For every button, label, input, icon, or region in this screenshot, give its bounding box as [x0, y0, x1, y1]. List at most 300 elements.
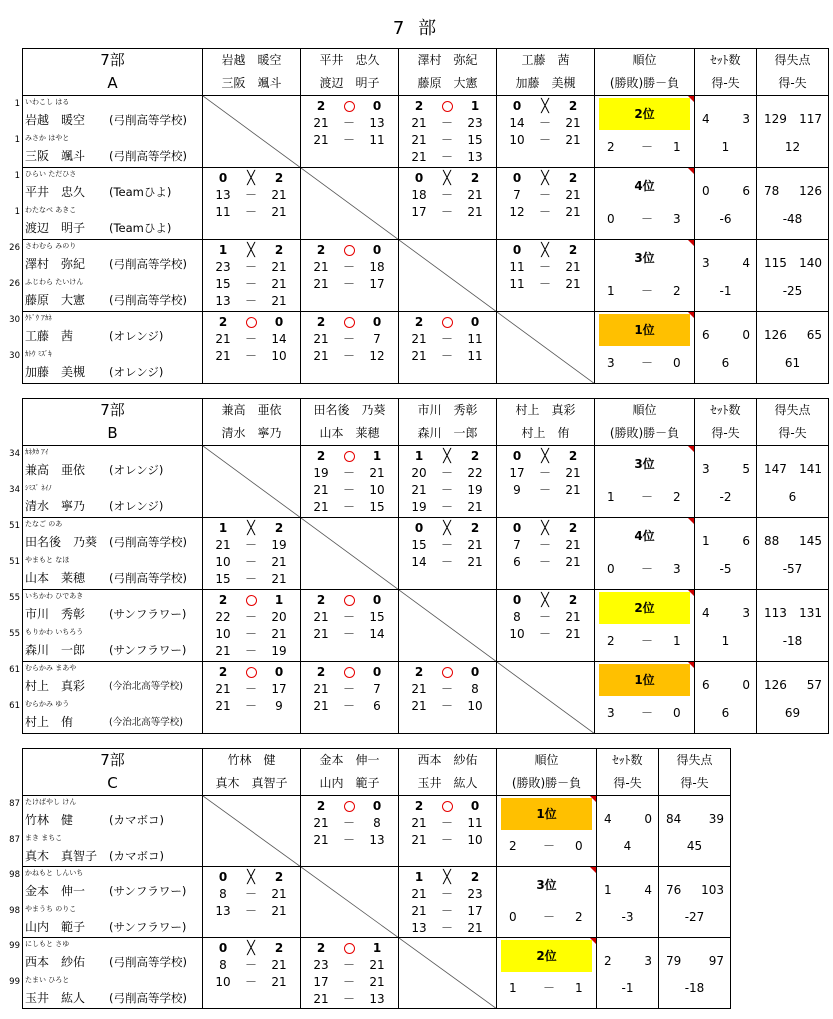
- dash: －: [538, 133, 551, 147]
- opponent-player2: 藤原 大憲: [417, 76, 478, 90]
- points-header-line2: 得-失: [778, 426, 807, 440]
- circle-icon: [344, 451, 355, 462]
- game-points-for: 21: [313, 483, 329, 497]
- game-points-for: 21: [313, 833, 329, 847]
- game-points-for: 14: [509, 116, 525, 130]
- team-number: 1: [14, 171, 20, 181]
- diagonal-line: [497, 312, 595, 384]
- game-points-for: 21: [215, 349, 231, 363]
- sets-against: 4: [644, 883, 652, 897]
- sets-lost: 2: [568, 243, 578, 257]
- game-points-for: 9: [513, 483, 521, 497]
- player2-club: (弓削高等学校): [109, 293, 187, 307]
- sets-lost: 2: [568, 521, 578, 535]
- team-names-cell: [9, 446, 203, 518]
- game-points-for: 21: [313, 349, 329, 363]
- player2-ruby: ｼﾐｽﾞ ﾈｲﾉ: [25, 484, 52, 492]
- game-score-line: [399, 698, 496, 715]
- sets-header-line2: 得-失: [613, 776, 642, 790]
- rank-badge: 1位: [599, 664, 690, 696]
- sets-header: [695, 49, 757, 96]
- game-score-line: [497, 259, 594, 276]
- game-points-for: 19: [411, 500, 427, 514]
- win-circle-icon: [341, 242, 357, 259]
- match-result-cell: [203, 168, 301, 240]
- game-score-line: [399, 886, 496, 903]
- dash: －: [440, 555, 453, 569]
- player1-ruby: かねもと しんいち: [25, 869, 84, 877]
- points-diff: 45: [686, 839, 703, 853]
- points-for: 78: [764, 184, 780, 198]
- player2-name: 山本 莱穂: [25, 571, 86, 585]
- sets-lost: 2: [568, 593, 578, 607]
- dash: －: [342, 500, 355, 514]
- player1-name: 兼高 亜依: [25, 463, 86, 477]
- dash: －: [440, 699, 453, 713]
- game-points-for: 21: [313, 992, 329, 1006]
- circle-icon: [442, 667, 453, 678]
- game-points-against: 21: [565, 116, 581, 130]
- player1-ruby: いわこし はる: [25, 98, 70, 106]
- rank-cell: [497, 938, 597, 1009]
- points-header: [659, 749, 731, 796]
- comment-flag-icon: [688, 446, 694, 452]
- game-points-for: 21: [313, 699, 329, 713]
- player2-club: (弓削高等学校): [109, 571, 187, 585]
- game-score-line: [399, 537, 496, 554]
- group-table-2: [9, 748, 731, 1009]
- circle-icon: [344, 245, 355, 256]
- points-cell: [757, 590, 829, 662]
- dash: －: [542, 910, 555, 924]
- game-points-against: 21: [565, 260, 581, 274]
- sets-won: 2: [218, 315, 228, 329]
- team-number: 1: [14, 99, 20, 109]
- points-header-line1: 得失点: [774, 53, 811, 67]
- game-points-against: 21: [467, 555, 483, 569]
- set-score-line: [399, 520, 496, 537]
- dash: －: [244, 975, 257, 989]
- sets-won: 2: [414, 315, 424, 329]
- game-points-for: 21: [313, 332, 329, 346]
- loss-cross-icon: [243, 242, 259, 259]
- set-score-line: [301, 592, 398, 609]
- cross-icon: ╳: [541, 99, 549, 114]
- opponent-header: [399, 399, 497, 446]
- game-points-against: 21: [565, 627, 581, 641]
- game-points-for: 13: [215, 188, 231, 202]
- game-points-against: 21: [271, 277, 287, 291]
- comment-flag-icon: [688, 96, 694, 102]
- diagonal-stroke: [399, 938, 497, 1009]
- sets-won: 0: [512, 521, 522, 535]
- sets-cell: [597, 796, 659, 867]
- opponent-header: [399, 49, 497, 96]
- sets-won: 2: [316, 593, 326, 607]
- cross-icon: ╳: [443, 870, 451, 885]
- game-score-line: [301, 132, 398, 149]
- game-score-line: [497, 626, 594, 643]
- comment-flag-icon: [590, 796, 596, 802]
- game-points-against: 21: [271, 904, 287, 918]
- game-points-for: 21: [411, 887, 427, 901]
- cross-icon: ╳: [247, 171, 255, 186]
- match-result-cell: [301, 938, 399, 1009]
- sets-for-against: [695, 532, 756, 550]
- points-for-against: [659, 952, 730, 970]
- sets-for: 4: [604, 812, 612, 826]
- set-score-line: [203, 170, 300, 187]
- diagonal-stroke: [203, 796, 301, 867]
- opponent-player2: 玉井 紘人: [417, 776, 478, 790]
- team-row: [23, 938, 731, 1009]
- sets-for-against: [695, 604, 756, 622]
- win-circle-icon: [439, 798, 455, 815]
- points-against: 126: [799, 184, 822, 198]
- points-diff: 6: [788, 490, 797, 504]
- game-points-against: 11: [467, 816, 483, 830]
- opponent-player1: 市川 秀彰: [417, 403, 478, 417]
- dash: －: [538, 205, 551, 219]
- game-points-for: 12: [509, 205, 525, 219]
- player1-name: 工藤 茜: [25, 329, 74, 343]
- opponent-player1: 工藤 茜: [521, 53, 570, 67]
- set-score-line: [301, 98, 398, 115]
- set-score-line: [203, 592, 300, 609]
- match-result-cell: [301, 96, 399, 168]
- dash: －: [640, 140, 653, 154]
- dash: －: [440, 150, 453, 164]
- game-points-against: 11: [467, 332, 483, 346]
- match-result-cell: [399, 662, 497, 734]
- sets-diff: -1: [719, 284, 732, 298]
- self-match-cell: [301, 518, 399, 590]
- diagonal-stroke: [399, 240, 497, 312]
- points-diff: -48: [782, 212, 803, 226]
- group-label-cell: [23, 749, 203, 796]
- game-points-against: 7: [373, 332, 381, 346]
- game-score-line: [203, 554, 300, 571]
- dash: －: [244, 887, 257, 901]
- team-number: 51: [9, 557, 20, 567]
- sets-cell: [695, 662, 757, 734]
- opponent-player1: 金本 伸一: [319, 753, 380, 767]
- diagonal-stroke: [203, 446, 301, 518]
- dash: －: [244, 538, 257, 552]
- dash: －: [244, 205, 257, 219]
- game-points-against: 14: [271, 332, 287, 346]
- dash: －: [342, 277, 355, 291]
- win-loss-record: [595, 354, 694, 372]
- loss-cross-icon: [537, 592, 553, 609]
- game-points-for: 17: [509, 466, 525, 480]
- sets-won: 1: [218, 243, 228, 257]
- loss-cross-icon: [439, 448, 455, 465]
- game-score-line: [399, 815, 496, 832]
- team-number: 61: [9, 701, 20, 711]
- points-header-line2: 得-失: [680, 776, 709, 790]
- game-score-line: [399, 832, 496, 849]
- team-names-cell: [9, 518, 203, 590]
- game-points-for: 21: [411, 133, 427, 147]
- game-points-for: 6: [513, 555, 521, 569]
- game-score-line: [203, 293, 300, 310]
- cross-icon: ╳: [247, 521, 255, 536]
- win-loss-record: [497, 908, 596, 926]
- game-points-for: 13: [411, 921, 427, 935]
- opponent-player2: 三阪 颯斗: [221, 76, 282, 90]
- player2-ruby: むらかみ ゆう: [25, 700, 70, 708]
- points-cell: [757, 446, 829, 518]
- points-for-against: [757, 532, 828, 550]
- game-points-against: 19: [467, 483, 483, 497]
- player1-ruby: にしもと さゆ: [25, 940, 70, 948]
- comment-flag-icon: [590, 938, 596, 944]
- wins: 1: [607, 490, 615, 504]
- match-result-cell: [203, 240, 301, 312]
- opponent-header: [301, 399, 399, 446]
- player2-ruby: みさか はやと: [25, 134, 70, 142]
- match-result-cell: [497, 590, 595, 662]
- comment-flag-icon: [590, 867, 596, 873]
- team-row: [23, 240, 829, 312]
- player1-name: 金本 伸一: [25, 884, 86, 898]
- group-label-cell: [23, 399, 203, 446]
- circle-icon: [246, 595, 257, 606]
- sets-cell: [695, 518, 757, 590]
- diagonal-line: [203, 796, 301, 867]
- rank-badge: 1位: [599, 314, 690, 346]
- dash: －: [538, 627, 551, 641]
- player2-club: (弓削高等学校): [109, 990, 187, 1005]
- game-points-against: 15: [369, 500, 385, 514]
- win-circle-icon: [341, 664, 357, 681]
- points-diff: -18: [684, 981, 705, 995]
- sets-won: 1: [218, 521, 228, 535]
- match-result-cell: [399, 168, 497, 240]
- game-score-line: [301, 482, 398, 499]
- match-result-cell: [399, 96, 497, 168]
- player2-ruby: やまうち のりこ: [25, 904, 77, 913]
- points-for: 88: [764, 534, 780, 548]
- set-score-line: [497, 520, 594, 537]
- game-points-for: 10: [215, 555, 231, 569]
- dash: －: [244, 572, 257, 586]
- match-result-cell: [203, 312, 301, 384]
- game-points-for: 8: [513, 610, 521, 624]
- sets-diff: 6: [721, 356, 730, 370]
- game-points-for: 21: [313, 500, 329, 514]
- win-circle-icon: [439, 314, 455, 331]
- player2-club: (オレンジ): [109, 499, 164, 513]
- game-score-line: [497, 132, 594, 149]
- game-score-line: [301, 957, 398, 974]
- dash: －: [342, 699, 355, 713]
- diagonal-line: [301, 867, 399, 938]
- dash: －: [244, 682, 257, 696]
- team-number: 87: [9, 799, 20, 809]
- player2-ruby: もりかわ いちろう: [25, 628, 84, 636]
- game-points-against: 17: [271, 682, 287, 696]
- loss-cross-icon: [537, 448, 553, 465]
- cross-icon: ╳: [541, 521, 549, 536]
- opponent-player1: 岩越 暖空: [221, 53, 282, 67]
- game-points-against: 21: [271, 572, 287, 586]
- sets-won: 0: [414, 171, 424, 185]
- game-score-line: [203, 903, 300, 920]
- game-score-line: [301, 276, 398, 293]
- points-diff: 69: [784, 706, 801, 720]
- wins: 2: [607, 140, 615, 154]
- sets-against: 3: [644, 954, 652, 968]
- sets-diff: -6: [719, 212, 732, 226]
- sets-lost: 2: [274, 243, 284, 257]
- dash: －: [244, 349, 257, 363]
- game-points-for: 20: [411, 466, 427, 480]
- win-circle-icon: [341, 940, 357, 957]
- rank-header-line1: 順位: [632, 403, 657, 417]
- win-circle-icon: [243, 664, 259, 681]
- points-for: 84: [666, 812, 682, 826]
- points-diff: 61: [784, 356, 801, 370]
- dash: －: [538, 260, 551, 274]
- sets-diff: 1: [721, 634, 730, 648]
- sets-won: 2: [218, 665, 228, 679]
- dash: －: [440, 332, 453, 346]
- loss-cross-icon: [537, 98, 553, 115]
- losses: 1: [575, 981, 583, 995]
- player2-ruby: たまい ひろと: [25, 975, 70, 984]
- rank-cell: [497, 867, 597, 938]
- sets-won: 0: [512, 593, 522, 607]
- diagonal-line: [399, 590, 497, 662]
- sets-won: 2: [316, 941, 326, 955]
- opponent-player1: 竹林 健: [227, 753, 276, 767]
- losses: 0: [673, 356, 681, 370]
- sets-for-against: [597, 952, 658, 970]
- set-score-line: [399, 170, 496, 187]
- dash: －: [342, 260, 355, 274]
- diagonal-stroke: [301, 168, 399, 240]
- dash: －: [440, 188, 453, 202]
- game-points-against: 21: [369, 466, 385, 480]
- cross-icon: ╳: [247, 243, 255, 258]
- points-cell: [659, 867, 731, 938]
- team-number: 34: [9, 449, 20, 459]
- dash: －: [244, 555, 257, 569]
- points-against: 57: [806, 678, 822, 692]
- wins: 3: [607, 706, 615, 720]
- self-match-cell: [497, 662, 595, 734]
- game-points-for: 21: [411, 116, 427, 130]
- game-points-against: 21: [565, 610, 581, 624]
- points-against: 141: [799, 462, 822, 476]
- win-circle-icon: [439, 98, 455, 115]
- game-score-line: [497, 609, 594, 626]
- dash: －: [342, 975, 355, 989]
- sets-for-against: [695, 676, 756, 694]
- opponent-header: [301, 49, 399, 96]
- game-points-against: 7: [373, 682, 381, 696]
- game-points-for: 21: [313, 816, 329, 830]
- set-score-line: [203, 869, 300, 886]
- points-cell: [757, 96, 829, 168]
- sets-diff: -3: [621, 910, 634, 924]
- player1-club: (弓削高等学校): [109, 535, 187, 549]
- sets-lost: 0: [274, 315, 284, 329]
- game-points-for: 21: [215, 332, 231, 346]
- game-points-against: 8: [471, 682, 479, 696]
- game-points-for: 22: [215, 610, 231, 624]
- sets-lost: 0: [372, 243, 382, 257]
- losses: 2: [673, 284, 681, 298]
- game-points-for: 18: [411, 188, 427, 202]
- set-score-line: [399, 448, 496, 465]
- rank-cell: [595, 518, 695, 590]
- player2-ruby: ｶﾄｳ ﾐｽﾞｷ: [25, 350, 52, 358]
- points-for-against: [757, 604, 828, 622]
- sets-lost: 1: [470, 99, 480, 113]
- points-against: 145: [799, 534, 822, 548]
- points-for: 129: [764, 112, 787, 126]
- team-number: 87: [9, 834, 20, 845]
- dash: －: [244, 958, 257, 972]
- points-for: 113: [764, 606, 787, 620]
- team-number: 61: [9, 665, 20, 675]
- player2-name: 森川 一郎: [25, 643, 86, 657]
- set-score-line: [301, 242, 398, 259]
- game-score-line: [203, 187, 300, 204]
- diagonal-stroke: [203, 96, 301, 168]
- game-points-for: 21: [411, 349, 427, 363]
- game-points-against: 23: [467, 116, 483, 130]
- points-header-line2: 得-失: [778, 76, 807, 90]
- sets-cell: [695, 96, 757, 168]
- set-score-line: [399, 314, 496, 331]
- sets-for: 1: [702, 534, 710, 548]
- win-loss-record: [595, 282, 694, 300]
- player1-ruby: たけばやし けん: [25, 798, 77, 806]
- set-score-line: [301, 314, 398, 331]
- player1-club: (サンフラワー): [109, 607, 187, 621]
- dash: －: [244, 644, 257, 658]
- game-points-against: 21: [271, 294, 287, 308]
- game-score-line: [399, 681, 496, 698]
- team-row: [23, 446, 829, 518]
- comment-flag-icon: [688, 240, 694, 246]
- game-points-against: 21: [467, 500, 483, 514]
- sets-cell: [695, 590, 757, 662]
- circle-icon: [246, 317, 257, 328]
- rank-badge: 4位: [634, 179, 655, 193]
- points-for-against: [659, 881, 730, 899]
- team-number: 30: [9, 351, 20, 361]
- opponent-player2: 加藤 美槻: [515, 76, 576, 90]
- win-loss-record: [595, 632, 694, 650]
- sets-for: 0: [702, 184, 710, 198]
- points-for-against: [757, 326, 828, 344]
- dash: －: [342, 332, 355, 346]
- sets-won: 0: [218, 171, 228, 185]
- dash: －: [538, 555, 551, 569]
- opponent-player2: 清水 寧乃: [221, 426, 282, 440]
- team-row: [23, 662, 829, 734]
- diagonal-line: [399, 938, 497, 1009]
- sets-cell: [695, 446, 757, 518]
- team-number: 1: [14, 135, 20, 145]
- dash: －: [538, 466, 551, 480]
- player2-name: 真木 真智子: [25, 848, 98, 863]
